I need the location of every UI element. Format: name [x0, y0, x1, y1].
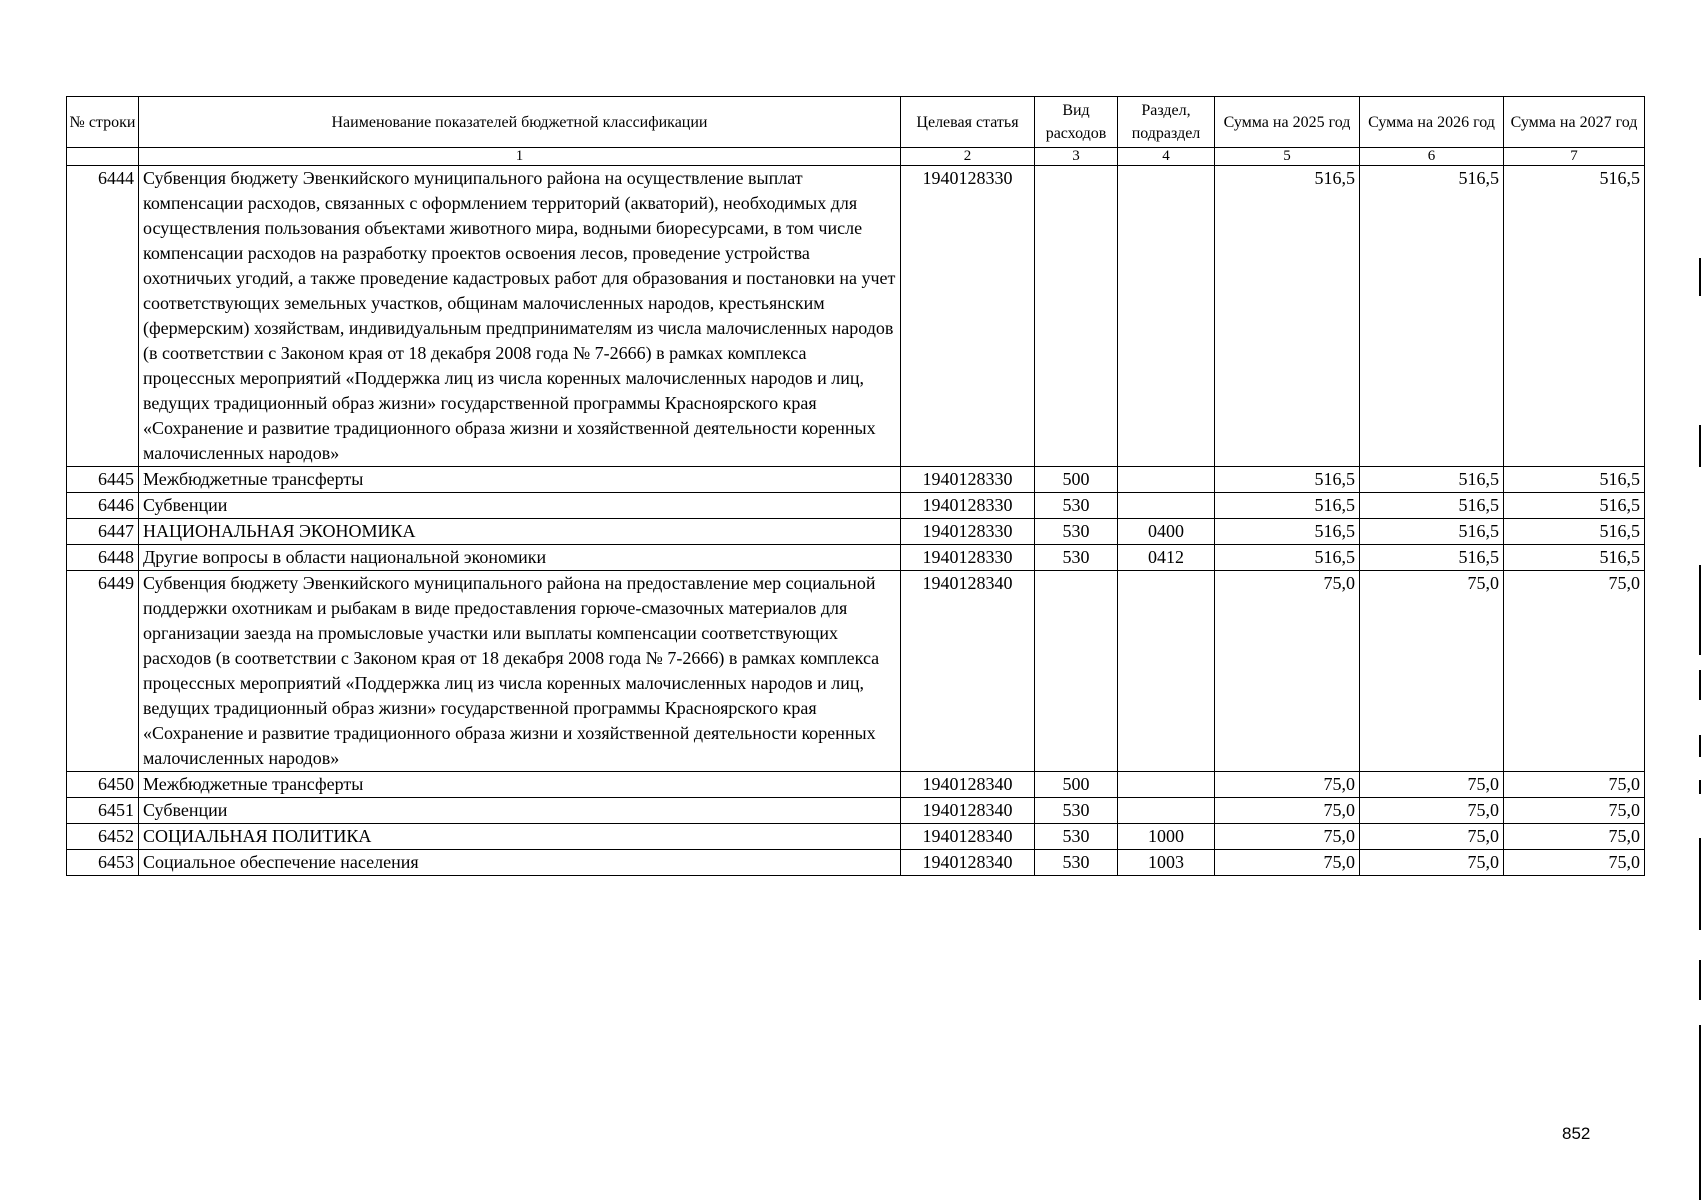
expense-type-cell: 530: [1035, 545, 1118, 571]
header-sum-2026: Сумма на 2026 год: [1360, 97, 1504, 148]
section-cell: [1118, 798, 1215, 824]
sum-2027-cell: 75,0: [1504, 798, 1645, 824]
header-name: Наименование показателей бюджетной классификации: [139, 97, 901, 148]
table-row: [67, 545, 1645, 571]
name-cell: Субвенции: [139, 493, 901, 519]
sum-2026-cell: 75,0: [1360, 798, 1504, 824]
sum-2026-cell: 516,5: [1360, 545, 1504, 571]
sum-2025-cell: 516,5: [1215, 519, 1360, 545]
table-row: [67, 467, 1645, 493]
section-cell: 1000: [1118, 824, 1215, 850]
target-article-cell: 1940128330: [901, 467, 1035, 493]
table-row: [67, 519, 1645, 545]
sum-2026-cell: 516,5: [1360, 166, 1504, 467]
sum-2025-cell: 75,0: [1215, 850, 1360, 876]
sum-2027-cell: 75,0: [1504, 824, 1645, 850]
expense-type-cell: [1035, 166, 1118, 467]
expense-type-cell: [1035, 571, 1118, 772]
sum-2027-cell: 516,5: [1504, 467, 1645, 493]
row-number-cell: 6449: [67, 571, 139, 772]
row-number-cell: 6445: [67, 467, 139, 493]
table-row: [67, 166, 1645, 467]
scan-edge-mark: [1699, 670, 1701, 700]
page-number: 852: [1562, 1124, 1591, 1143]
expense-type-cell: 530: [1035, 850, 1118, 876]
row-number-cell: 6444: [67, 166, 139, 467]
header-sum-2025: Сумма на 2025 год: [1215, 97, 1360, 148]
sum-2025-cell: 516,5: [1215, 166, 1360, 467]
scan-edge-mark: [1699, 838, 1701, 930]
header-row: [67, 97, 1645, 148]
column-number: 3: [1035, 148, 1118, 166]
section-cell: [1118, 772, 1215, 798]
table-body: [67, 166, 1645, 876]
table-row: [67, 772, 1645, 798]
sum-2025-cell: 516,5: [1215, 545, 1360, 571]
target-article-cell: 1940128330: [901, 545, 1035, 571]
target-article-cell: 1940128340: [901, 772, 1035, 798]
name-cell: Субвенция бюджету Эвенкийского муниципального района на предоставление мер социальной поддержки охотникам и рыбакам в виде предоставления горюче-смазочных материалов для организации заезда на промысловые участки или выплаты компенсации соответствующих расходов (в соответствии с Законом края от 18 декабря 2008 года № 7-2666) в рамках комплекса процессных мероприятий «Поддержка лиц из числа коренных малочисленных народов и лиц, ведущих традиционный образ жизни» государственной программы Красноярского края «Сохранение и развитие традиционного образа жизни и хозяйственной деятельности коренных малочисленных народов»: [139, 571, 901, 772]
table-row: [67, 493, 1645, 519]
section-cell: [1118, 166, 1215, 467]
sum-2025-cell: 516,5: [1215, 493, 1360, 519]
expense-type-cell: 530: [1035, 798, 1118, 824]
scan-edge-mark: [1699, 780, 1701, 794]
target-article-cell: 1940128340: [901, 571, 1035, 772]
sum-2026-cell: 75,0: [1360, 850, 1504, 876]
sum-2025-cell: 75,0: [1215, 772, 1360, 798]
sum-2027-cell: 516,5: [1504, 166, 1645, 467]
sum-2026-cell: 516,5: [1360, 493, 1504, 519]
column-number-empty: [67, 148, 139, 166]
name-cell: Межбюджетные трансферты: [139, 467, 901, 493]
row-number-cell: 6450: [67, 772, 139, 798]
name-cell: СОЦИАЛЬНАЯ ПОЛИТИКА: [139, 824, 901, 850]
column-number: 6: [1360, 148, 1504, 166]
expense-type-cell: 530: [1035, 493, 1118, 519]
column-number-row: [67, 148, 1645, 166]
sum-2027-cell: 75,0: [1504, 571, 1645, 772]
row-number-cell: 6446: [67, 493, 139, 519]
row-number-cell: 6452: [67, 824, 139, 850]
scan-edge-mark: [1699, 735, 1701, 757]
table-row: [67, 850, 1645, 876]
sum-2025-cell: 75,0: [1215, 798, 1360, 824]
table-row: [67, 798, 1645, 824]
header-sum-2027: Сумма на 2027 год: [1504, 97, 1645, 148]
expense-type-cell: 530: [1035, 519, 1118, 545]
name-cell: Субвенция бюджету Эвенкийского муниципального района на осуществление выплат компенсации расходов, связанных с оформлением территорий (акваторий), необходимых для осуществления пользования объектами животного мира, водными биоресурсами, в том числе компенсации расходов на разработку проектов освоения лесов, проведение устройства охотничьих угодий, а также проведение кадастровых работ для образования и постановки на учет соответствующих земельных участков, общинам малочисленных народов, крестьянским (фермерским) хозяйствам, индивидуальным предпринимателям из числа малочисленных народов (в соответствии с Законом края от 18 декабря 2008 года № 7-2666) в рамках комплекса процессных мероприятий «Поддержка лиц из числа коренных малочисленных народов и лиц, ведущих традиционный образ жизни» государственной программы Красноярского края «Сохранение и развитие традиционного образа жизни и хозяйственной деятельности коренных малочисленных народов»: [139, 166, 901, 467]
section-cell: 0412: [1118, 545, 1215, 571]
row-number-cell: 6448: [67, 545, 139, 571]
name-cell: Социальное обеспечение населения: [139, 850, 901, 876]
sum-2025-cell: 516,5: [1215, 467, 1360, 493]
scan-edge-mark: [1699, 1025, 1701, 1200]
row-number-cell: 6451: [67, 798, 139, 824]
name-cell: Межбюджетные трансферты: [139, 772, 901, 798]
sum-2027-cell: 516,5: [1504, 519, 1645, 545]
table-row: [67, 571, 1645, 772]
target-article-cell: 1940128340: [901, 824, 1035, 850]
row-number-cell: 6453: [67, 850, 139, 876]
header-expense-type: Вид расходов: [1035, 97, 1118, 148]
sum-2027-cell: 516,5: [1504, 545, 1645, 571]
sum-2027-cell: 75,0: [1504, 772, 1645, 798]
column-number: 4: [1118, 148, 1215, 166]
section-cell: [1118, 571, 1215, 772]
section-cell: 1003: [1118, 850, 1215, 876]
target-article-cell: 1940128340: [901, 798, 1035, 824]
expense-type-cell: 500: [1035, 772, 1118, 798]
target-article-cell: 1940128330: [901, 519, 1035, 545]
name-cell: НАЦИОНАЛЬНАЯ ЭКОНОМИКА: [139, 519, 901, 545]
row-number-cell: 6447: [67, 519, 139, 545]
name-cell: Другие вопросы в области национальной экономики: [139, 545, 901, 571]
expense-type-cell: 500: [1035, 467, 1118, 493]
sum-2025-cell: 75,0: [1215, 824, 1360, 850]
sum-2026-cell: 75,0: [1360, 772, 1504, 798]
target-article-cell: 1940128330: [901, 493, 1035, 519]
scan-edge-mark: [1699, 960, 1701, 1000]
section-cell: [1118, 467, 1215, 493]
table-row: [67, 824, 1645, 850]
sum-2026-cell: 75,0: [1360, 824, 1504, 850]
column-number: 2: [901, 148, 1035, 166]
sum-2027-cell: 516,5: [1504, 493, 1645, 519]
column-number: 7: [1504, 148, 1645, 166]
sum-2026-cell: 75,0: [1360, 571, 1504, 772]
header-section: Раздел, подраздел: [1118, 97, 1215, 148]
sum-2027-cell: 75,0: [1504, 850, 1645, 876]
section-cell: 0400: [1118, 519, 1215, 545]
name-cell: Субвенции: [139, 798, 901, 824]
sum-2025-cell: 75,0: [1215, 571, 1360, 772]
scan-edge-mark: [1699, 565, 1701, 655]
scan-edge-mark: [1699, 258, 1701, 296]
section-cell: [1118, 493, 1215, 519]
scan-edge-mark: [1699, 425, 1701, 467]
column-number: 1: [139, 148, 901, 166]
budget-table: [66, 96, 1645, 876]
expense-type-cell: 530: [1035, 824, 1118, 850]
target-article-cell: 1940128330: [901, 166, 1035, 467]
sum-2026-cell: 516,5: [1360, 467, 1504, 493]
column-number: 5: [1215, 148, 1360, 166]
header-row-number: № строки: [67, 97, 139, 148]
header-target-article: Целевая статья: [901, 97, 1035, 148]
sum-2026-cell: 516,5: [1360, 519, 1504, 545]
target-article-cell: 1940128340: [901, 850, 1035, 876]
